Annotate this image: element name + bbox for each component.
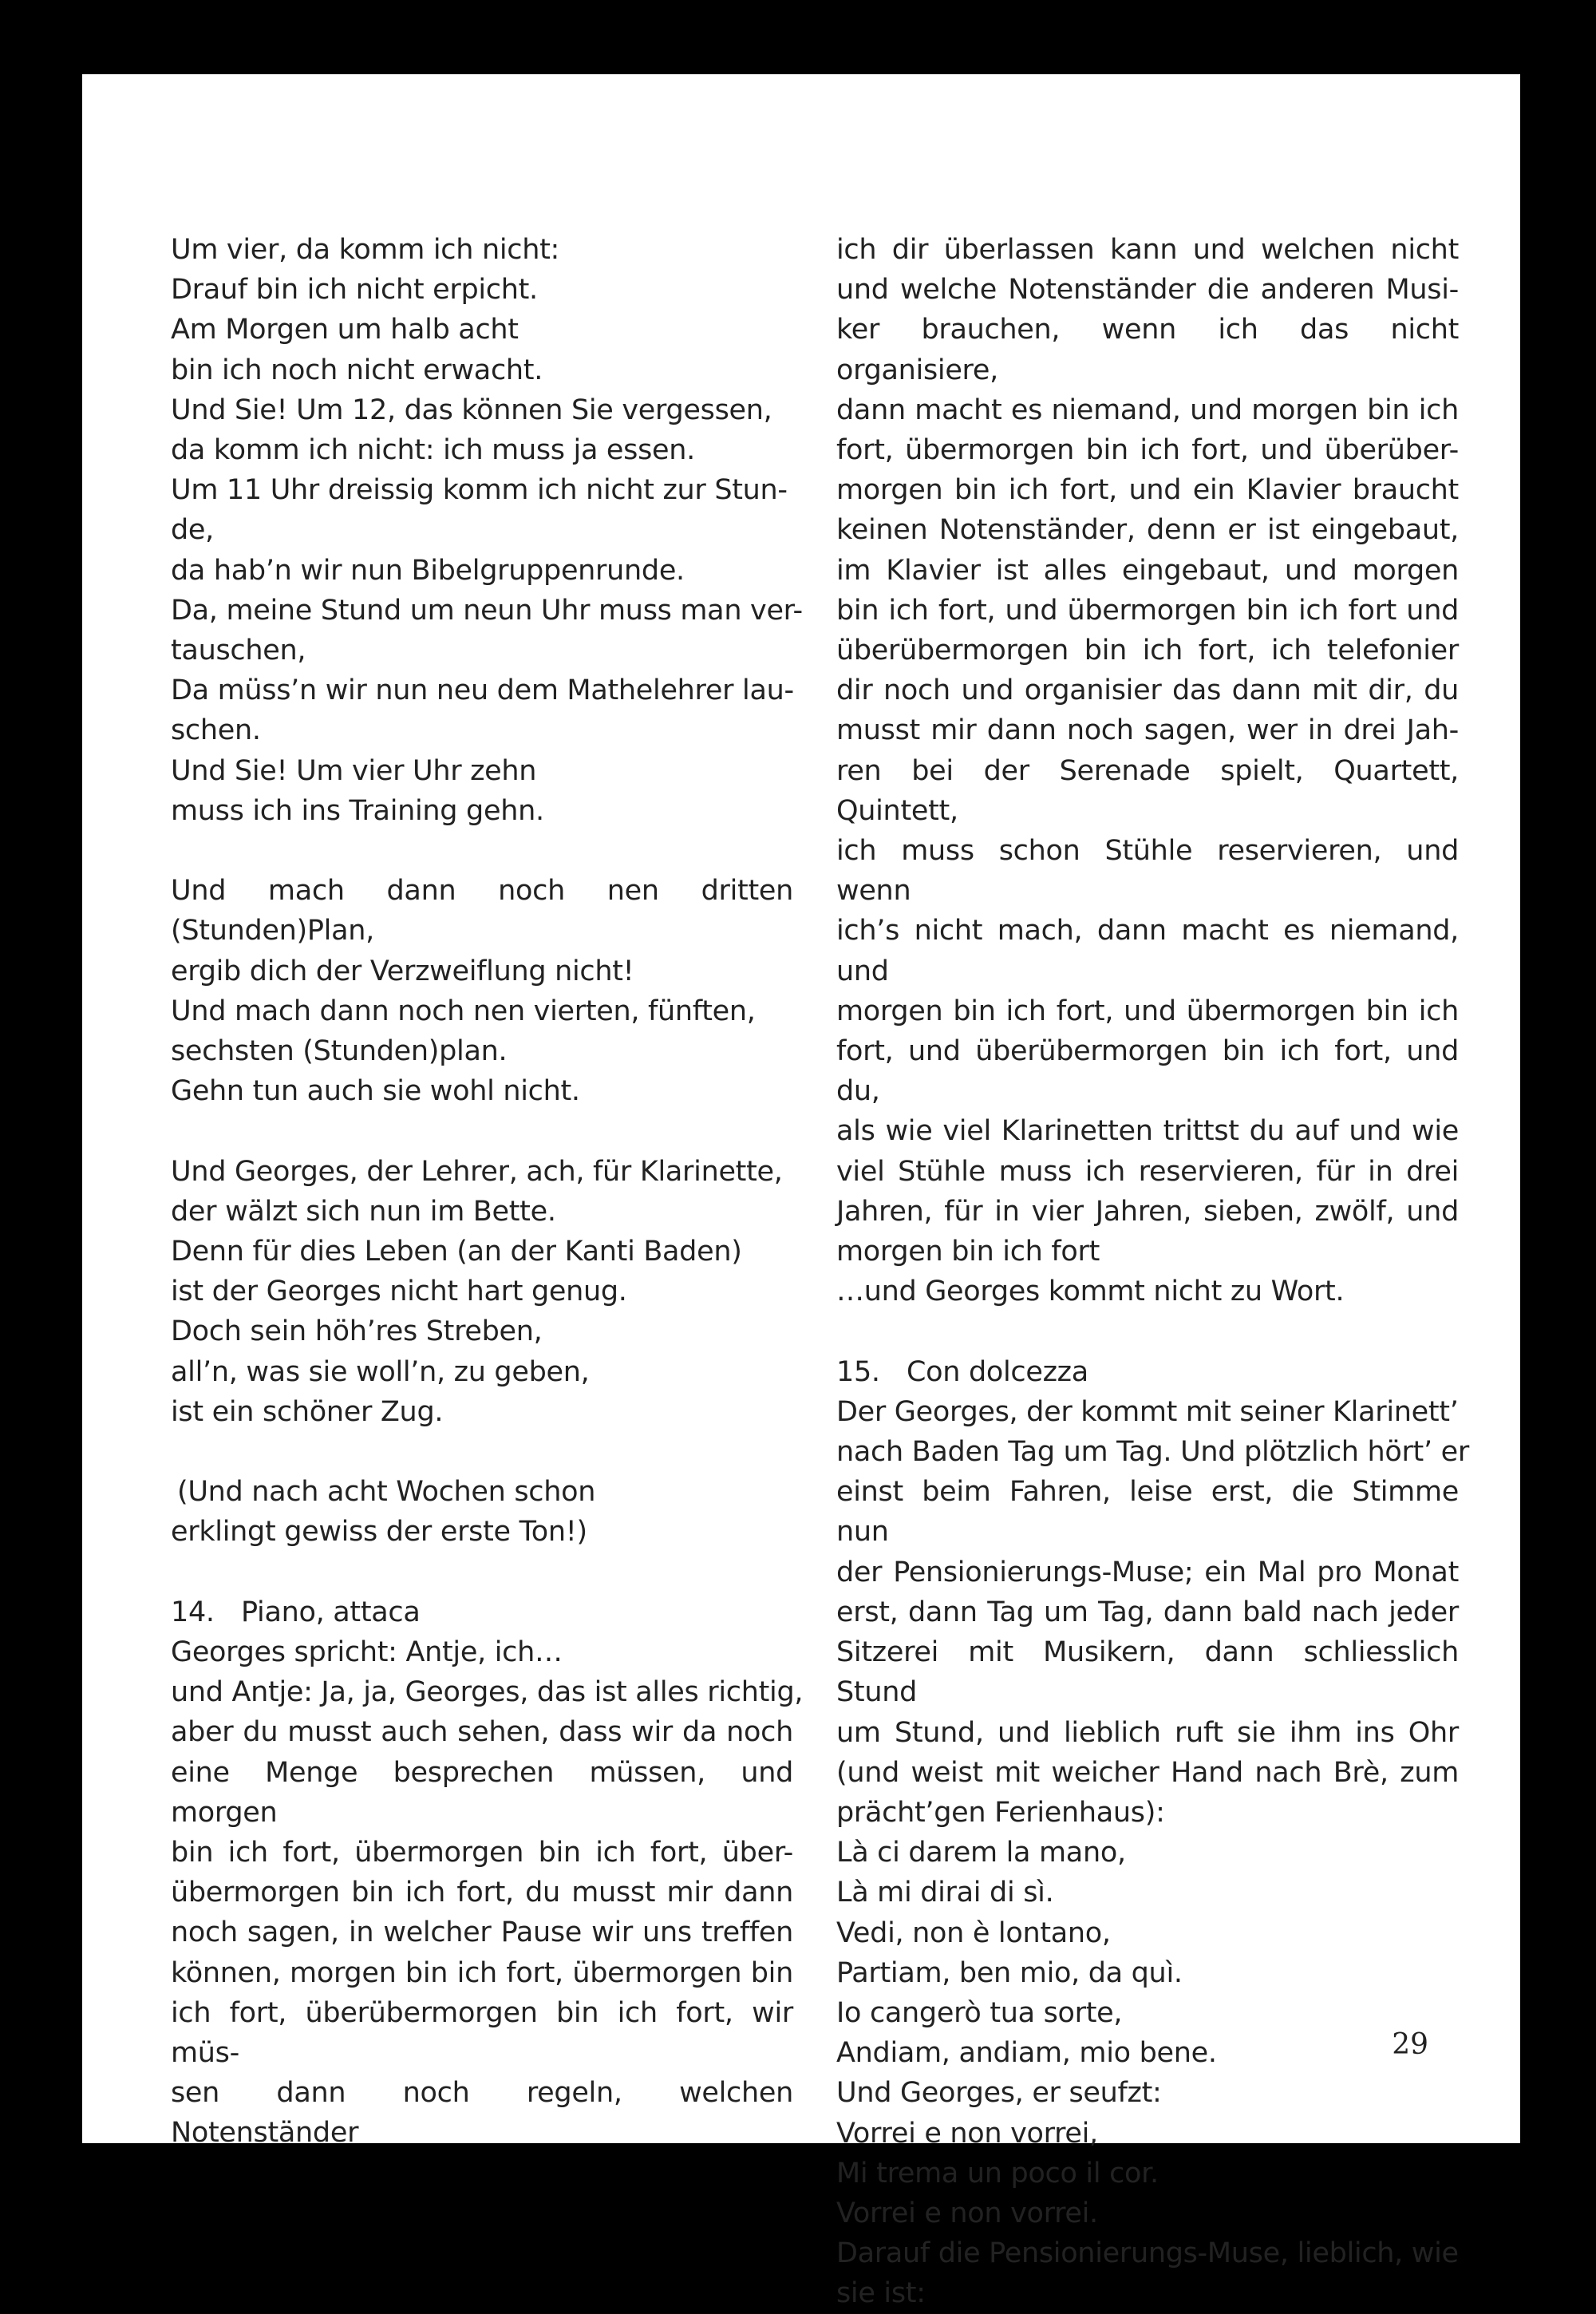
text-line: sechsten (Stunden)plan. [171,1035,508,1068]
text-line: da komm ich nicht: ich muss ja essen. [171,434,695,467]
text-line: Vedi, non è lontano, [836,1916,1111,1949]
text-line: (Stunden)Plan, [171,915,374,947]
stanza-gap [171,1432,793,1472]
text-line: sie ist: [836,2277,926,2310]
text-line: und Antje: Ja, ja, Georges, das ist alles richtig, [171,1676,804,1709]
poem-stanza-2 [171,871,793,1111]
text-line: Sitzerei mit Musikern, dann schliesslich Stund [836,1636,1459,1709]
text-line: Der Georges, der kommt mit seiner Klarinett’ [836,1395,1459,1428]
section-15 [836,1352,1469,2314]
text-line: Vorrei e non vorrei. [836,2197,1098,2229]
poem-stanza-4 [171,1472,793,1552]
text-line: Am Morgen um halb acht [171,314,519,346]
text-line: ist der Georges nicht hart genug. [171,1276,627,1308]
text-line: Und mach dann noch nen vierten, fünften, [171,995,756,1027]
text-line: als wie viel Klarinetten trittst du auf und wie [836,1115,1459,1148]
text-line: im Klavier ist alles eingebaut, und morgen [836,554,1459,587]
text-line: Und Sie! Um vier Uhr zehn [171,754,537,787]
text-line: tauschen, [171,635,306,667]
text-line: bin ich fort, übermorgen bin ich fort, über- [171,1837,793,1869]
text-line: können, morgen bin ich fort, übermorgen bin [171,1956,793,1989]
poem-stanza-1 [171,230,803,831]
text-line: Drauf bin ich nicht erpicht. [171,274,538,307]
stanza-gap [171,1553,793,1592]
text-line: um Stund, und lieblich ruft sie ihm ins Ohr [836,1716,1459,1749]
text-line: prächt’gen Ferienhaus): [836,1796,1165,1829]
text-line: Um vier, da komm ich nicht: [171,234,560,266]
text-line: morgen bin ich fort [836,1236,1100,1268]
text-line: muss ich ins Training gehn. [171,794,544,827]
text-line: Là ci darem la mano, [836,1837,1126,1869]
section-14-continuation [836,230,1459,1311]
text-line: Vorrei e non vorrei, [836,2117,1098,2150]
stanza-gap [171,1111,793,1151]
text-line: fort, und überübermorgen bin ich fort, und du, [836,1035,1459,1108]
text-line: übermorgen bin ich fort, du musst mir dann [171,1877,793,1909]
text-line: dir noch und organisier das dann mit dir, du [836,674,1459,707]
page-number: 29 [1392,2028,1428,2061]
text-line: fort, übermorgen bin ich fort, und überüber- [836,434,1459,467]
text-line: und welche Notenständer die anderen Musi- [836,274,1459,307]
text-line: Andiam, andiam, mio bene. [836,2037,1217,2070]
text-line: ich dir überlassen kann und welchen nicht [836,234,1459,266]
text-line: ich muss schon Stühle reservieren, und wenn [836,835,1459,908]
text-line: Là mi dirai di sì. [836,1877,1054,1909]
text-line: ergib dich der Verzweiflung nicht! [171,955,634,987]
text-line: einst beim Fahren, leise erst, die Stimme nun [836,1476,1459,1549]
text-line: erst, dann Tag um Tag, dann bald nach jeder [836,1596,1459,1628]
text-line: morgen bin ich fort, und übermorgen bin ich [836,995,1459,1027]
section-heading [171,1592,793,1632]
poem-stanza-3 [171,1152,793,1432]
text-line: Partiam, ben mio, da quì. [836,1956,1183,1989]
text-line: Und Sie! Um 12, das können Sie vergessen, [171,394,772,426]
text-line: Io cangerò tua sorte, [836,1996,1123,2029]
text-line: nach Baden Tag um Tag. Und plötzlich hört’ er [836,1436,1469,1469]
text-line: Da, meine Stund um neun Uhr muss man ver- [171,594,803,627]
text-line: Jahren, für in vier Jahren, sieben, zwölf, und [836,1195,1459,1228]
text-line: dann macht es niemand, und morgen bin ich [836,394,1459,426]
text-line: noch sagen, in welcher Pause wir uns treffen [171,1916,793,1949]
text-line: bin ich fort, und übermorgen bin ich fort und [836,594,1459,627]
text-line: der wälzt sich nun im Bette. [171,1195,556,1228]
section-title: Piano, attaca [241,1596,421,1628]
text-line: viel Stühle muss ich reservieren, für in drei [836,1155,1459,1188]
text-line: ich fort, überübermorgen bin ich fort, wir müs- [171,1996,793,2070]
stanza-gap [171,831,793,871]
section-heading [836,1352,1459,1392]
text-line: aber du musst auch sehen, dass wir da noch [171,1716,793,1749]
text-line: Und mach dann noch nen dritten [171,875,793,908]
text-line: der Pensionierungs-Muse; ein Mal pro Monat [836,1556,1459,1588]
text-line: Da müss’n wir nun neu dem Mathelehrer lau- [171,674,794,707]
text-line: ist ein schöner Zug. [171,1395,444,1428]
text-line: ker brauchen, wenn ich das nicht organisiere, [836,314,1459,386]
text-line: keinen Notenständer, denn er ist eingebaut, [836,514,1459,547]
text-line: schen. [171,714,261,747]
text-line: da hab’n wir nun Bibelgruppenrunde. [171,554,685,587]
text-line: sen dann noch regeln, welchen Notenständer [171,2077,793,2150]
text-line: Darauf die Pensionierungs-Muse, lieblich, wie [836,2237,1459,2270]
section-number: 14. [171,1596,215,1628]
section-14 [171,1592,804,2154]
page [82,74,1520,2310]
text-line: erklingt gewiss der erste Ton!) [171,1516,587,1549]
text-line: de, [171,514,214,547]
text-line: …und Georges kommt nicht zu Wort. [836,1276,1345,1308]
text-line: morgen bin ich fort, und ein Klavier braucht [836,474,1459,507]
text-line: Und Georges, der Lehrer, ach, für Klarinette, [171,1155,783,1188]
section-number: 15. [836,1355,880,1388]
text-line: Doch sein höh’res Streben, [171,1315,543,1348]
text-line: Mi trema un poco il cor. [836,2157,1159,2189]
text-line: Um 11 Uhr dreissig komm ich nicht zur Stun- [171,474,788,507]
text-line: eine Menge besprechen müssen, und morgen [171,1756,793,1829]
text-line: ren bei der Serenade spielt, Quartett, Quintett, [836,754,1459,827]
text-line: Gehn tun auch sie wohl nicht. [171,1075,580,1108]
stanza-gap [836,1311,1459,1351]
text-line: Denn für dies Leben (an der Kanti Baden) [171,1236,742,1268]
text-line: all’n, was sie woll’n, zu geben, [171,1355,590,1388]
text-line: ich’s nicht mach, dann macht es niemand, und [836,915,1459,987]
left-column [171,230,804,2154]
text-line: musst mir dann noch sagen, wer in drei Jah- [836,714,1459,747]
text-line: überübermorgen bin ich fort, ich telefonier [836,635,1459,667]
text-line: Und Georges, er seufzt: [836,2077,1162,2110]
text-line: (und weist mit weicher Hand nach Brè, zum [836,1756,1459,1789]
text-line: (Und nach acht Wochen schon [177,1476,596,1509]
text-line: bin ich noch nicht erwacht. [171,354,543,386]
text-line: Georges spricht: Antje, ich… [171,1636,563,1669]
right-column [836,230,1469,2314]
section-title: Con dolcezza [907,1355,1088,1388]
